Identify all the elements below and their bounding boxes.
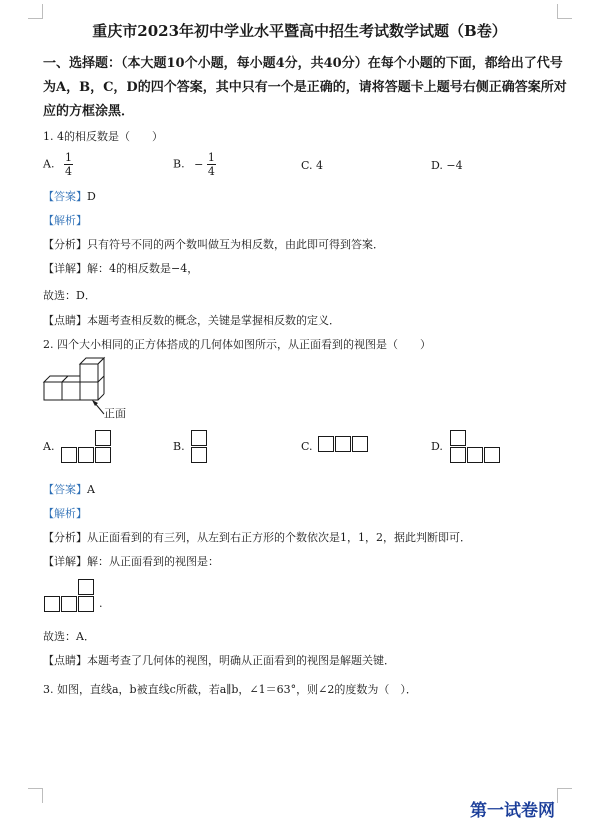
q2-solution-figure xyxy=(44,578,100,614)
q2-answer-value: A xyxy=(87,483,95,496)
q1-stem: 1. 4的相反数是（ ） xyxy=(43,130,163,143)
q2-option-d-label: D. xyxy=(431,440,443,453)
q2-fenxi xyxy=(43,529,471,545)
q1-option-b-denominator: 4 xyxy=(207,165,215,178)
view-square xyxy=(352,436,368,452)
dianjing-tag: 【点睛】 xyxy=(43,654,87,667)
view-square xyxy=(467,447,483,463)
q1-xiangjie-text: 解：4的相反数是−4， xyxy=(87,262,199,275)
view-square xyxy=(78,447,94,463)
view-square xyxy=(191,447,207,463)
q1-option-b-sign: − xyxy=(194,157,204,171)
q1-fenxi-text: 只有符号不同的两个数叫做互为相反数，由此即可得到答案． xyxy=(87,238,384,251)
q1-option-a-numerator: 1 xyxy=(64,151,72,164)
q1-answer xyxy=(43,188,96,204)
q2-analysis-tag: 【解析】 xyxy=(43,507,87,520)
q2-answer xyxy=(43,481,95,497)
view-square xyxy=(61,596,77,612)
xiangjie-tag: 【详解】 xyxy=(43,555,87,568)
view-square xyxy=(484,447,500,463)
q2-dianjing-text: 本题考查了几何体的视图，明确从正面看到的视图是解题关键． xyxy=(87,654,395,667)
q3-stem: 3. 如图，直线a，b被直线c所截，若a∥b，∠1＝63°，则∠2的度数为（ ）． xyxy=(43,683,417,696)
q1-dianjing-text: 本题考查相反数的概念，关键是掌握相反数的定义． xyxy=(87,314,340,327)
q1-option-b-numerator: 1 xyxy=(207,151,215,164)
q1-fenxi xyxy=(43,236,384,252)
answer-tag: 【答案】 xyxy=(43,483,87,496)
section-instruction-line-1: 一、选择题：（本大题10个小题，每小题4分，共40分）在每个小题的下面，都给出了代号 xyxy=(43,56,563,71)
q1-dianjing xyxy=(43,312,340,328)
q2-option-c-label: C. xyxy=(301,440,313,453)
view-square xyxy=(318,436,334,452)
q1-option-a-fraction xyxy=(64,151,73,178)
answer-tag: 【答案】 xyxy=(43,190,87,203)
cube-front-face xyxy=(62,382,80,400)
q1-option-d: D. −4 xyxy=(431,159,463,172)
dianjing-tag: 【点睛】 xyxy=(43,314,87,327)
page-corner-mark xyxy=(557,4,572,19)
view-square xyxy=(450,447,466,463)
xiangjie-tag: 【详解】 xyxy=(43,262,87,275)
q1-answer-value: D xyxy=(87,190,96,203)
q1-option-a xyxy=(43,151,73,178)
view-square xyxy=(78,579,94,595)
view-square xyxy=(450,430,466,446)
q2-stem: 2. 四个大小相同的正方体搭成的几何体如图所示，从正面看到的视图是（ ） xyxy=(43,338,431,351)
q2-dianjing xyxy=(43,652,395,668)
q2-option-c-figure xyxy=(318,436,372,456)
q2-xiangjie-text: 解：从正面看到的视图是： xyxy=(87,555,219,568)
cube-front-face xyxy=(80,382,98,400)
q2-choose: 故选：A． xyxy=(43,630,95,643)
q2-option-a-figure xyxy=(61,429,113,465)
view-square xyxy=(335,436,351,452)
q2-xiangjie xyxy=(43,553,219,569)
q2-option-a-label: A. xyxy=(43,440,55,453)
view-square xyxy=(78,596,94,612)
page-corner-mark xyxy=(557,788,572,803)
q1-option-b-label: B. xyxy=(173,157,185,171)
page-corner-mark xyxy=(28,4,43,19)
q2-option-b-label: B. xyxy=(173,440,185,453)
fenxi-tag: 【分析】 xyxy=(43,238,87,251)
q1-option-c: C. 4 xyxy=(301,159,324,172)
fenxi-tag: 【分析】 xyxy=(43,531,87,544)
q1-option-a-label: A. xyxy=(43,157,55,171)
cube-front-face xyxy=(80,364,98,382)
q1-choose: 故选：D． xyxy=(43,289,96,302)
q2-front-label: 正面 xyxy=(104,407,126,420)
view-square xyxy=(95,430,111,446)
q1-option-a-denominator: 4 xyxy=(64,165,72,178)
site-watermark: 第一试卷网 xyxy=(470,801,555,821)
cube-edge xyxy=(98,394,104,400)
view-square xyxy=(191,430,207,446)
page-title: 重庆市2023年初中学业水平暨高中招生考试数学试题（B卷） xyxy=(92,22,507,40)
q1-option-b-fraction xyxy=(207,151,216,178)
view-square xyxy=(95,447,111,463)
view-square xyxy=(61,447,77,463)
q2-solution-period: . xyxy=(99,597,103,610)
section-instruction-line-3: 应的方框涂黑． xyxy=(43,104,135,119)
q1-xiangjie xyxy=(43,260,198,276)
q2-option-d-figure xyxy=(450,429,504,465)
section-instruction-line-2: 为A，B，C，D的四个答案，其中只有一个是正确的，请将答题卡上题号右侧正确答案所对 xyxy=(43,80,567,95)
cube-front-face xyxy=(44,382,62,400)
q2-option-b-figure xyxy=(191,429,211,465)
q1-analysis-tag: 【解析】 xyxy=(43,214,87,227)
view-square xyxy=(44,596,60,612)
q1-option-b xyxy=(173,151,216,178)
q2-fenxi-text: 从正面看到的有三列，从左到右正方形的个数依次是1，1，2，据此判断即可． xyxy=(87,531,471,544)
page-corner-mark xyxy=(28,788,43,803)
